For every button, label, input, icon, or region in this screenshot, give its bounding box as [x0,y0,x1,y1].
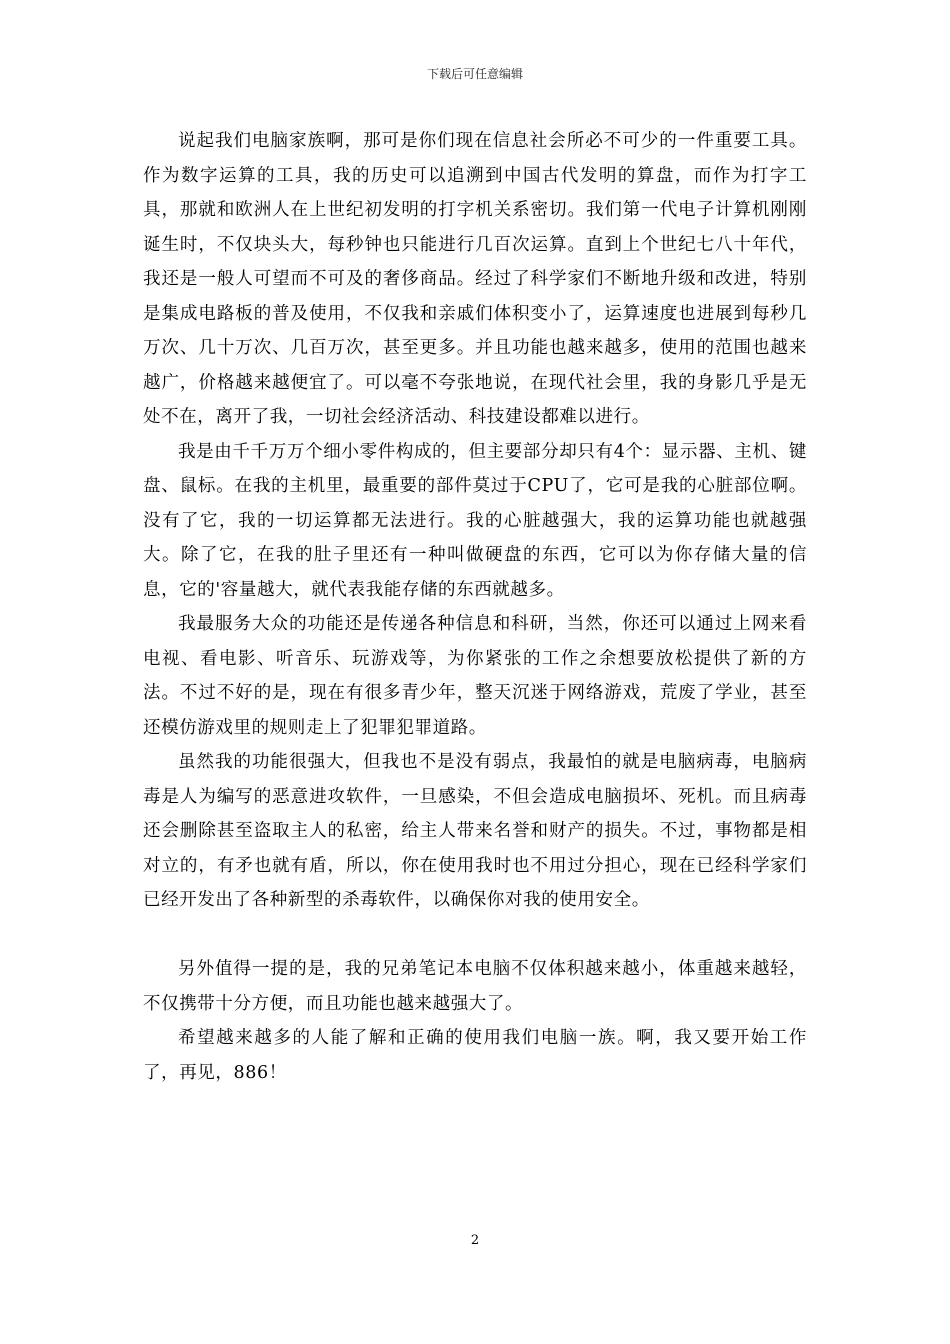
paragraph-viruses: 虽然我的功能很强大，但我也不是没有弱点，我最怕的就是电脑病毒，电脑病毒是人为编写的恶意进攻软件，一旦感染，不但会造成电脑损坏、死机。而且病毒还会删除甚至盗取主人的私密，给主人带来名誉和财产的损失。不过，事物都是相对立的，有矛也就有盾，所以，你在使用我时也不用过分担心，现在已经科学家们已经开发出了各种新型的杀毒软件，以确保你对我的使用安全。 [143,752,807,910]
paragraph-closing: 希望越来越多的人能了解和正确的使用我们电脑一族。啊，我又要开始工作了，再见，886！ [143,1028,807,1083]
document-body [143,124,807,1090]
paragraph-functions: 我最服务大众的功能还是传递各种信息和科研，当然，你还可以通过上网来看电视、看电影、听音乐、玩游戏等，为你紧张的工作之余想要放松提供了新的方法。不过不好的是，现在有很多青少年，整天沉迷于网络游戏，荒废了学业，甚至还模仿游戏里的规则走上了犯罪犯罪道路。 [143,614,807,738]
page-header: 下载后可任意编辑 [426,67,523,81]
page-number: 2 [470,1233,480,1248]
paragraph-components: 我是由千千万万个细小零件构成的，但主要部分却只有4个：显示器、主机、键盘、鼠标。在我的主机里，最重要的部件莫过于CPU了，它可是我的心脏部位啊。没有了它，我的一切运算都无法进行。我的心脏越强大，我的运算功能也就越强大。除了它，在我的肚子里还有一种叫做硬盘的东西，它可以为你存储大量的信息，它的'容量越大，就代表我能存储的东西就越多。 [143,441,807,600]
paragraph-gap [143,918,807,953]
paragraph-laptop: 另外值得一提的是，我的兄弟笔记本电脑不仅体积越来越小，体重越来越轻，不仅携带十分方便，而且功能也越来越强大了。 [143,959,807,1014]
paragraph-computer-history: 说起我们电脑家族啊，那可是你们现在信息社会所必不可少的一件重要工具。作为数字运算的工具，我的历史可以追溯到中国古代发明的算盘，而作为打字工具，那就和欧洲人在上世纪初发明的打字机关系密切。我们第一代电子计算机刚刚诞生时，不仅块头大，每秒钟也只能进行几百次运算。直到上个世纪七八十年代，我还是一般人可望而不可及的奢侈商品。经过了科学家们不断地升级和改进，特别是集成电路板的普及使用，不仅我和亲戚们体积变小了，运算速度也进展到每秒几万次、几十万次、几百万次，甚至更多。并且功能也越来越多，使用的范围也越来越广，价格越来越便宜了。可以毫不夸张地说，在现代社会里，我的身影几乎是无处不在，离开了我，一切社会经济活动、科技建设都难以进行。 [143,131,807,427]
